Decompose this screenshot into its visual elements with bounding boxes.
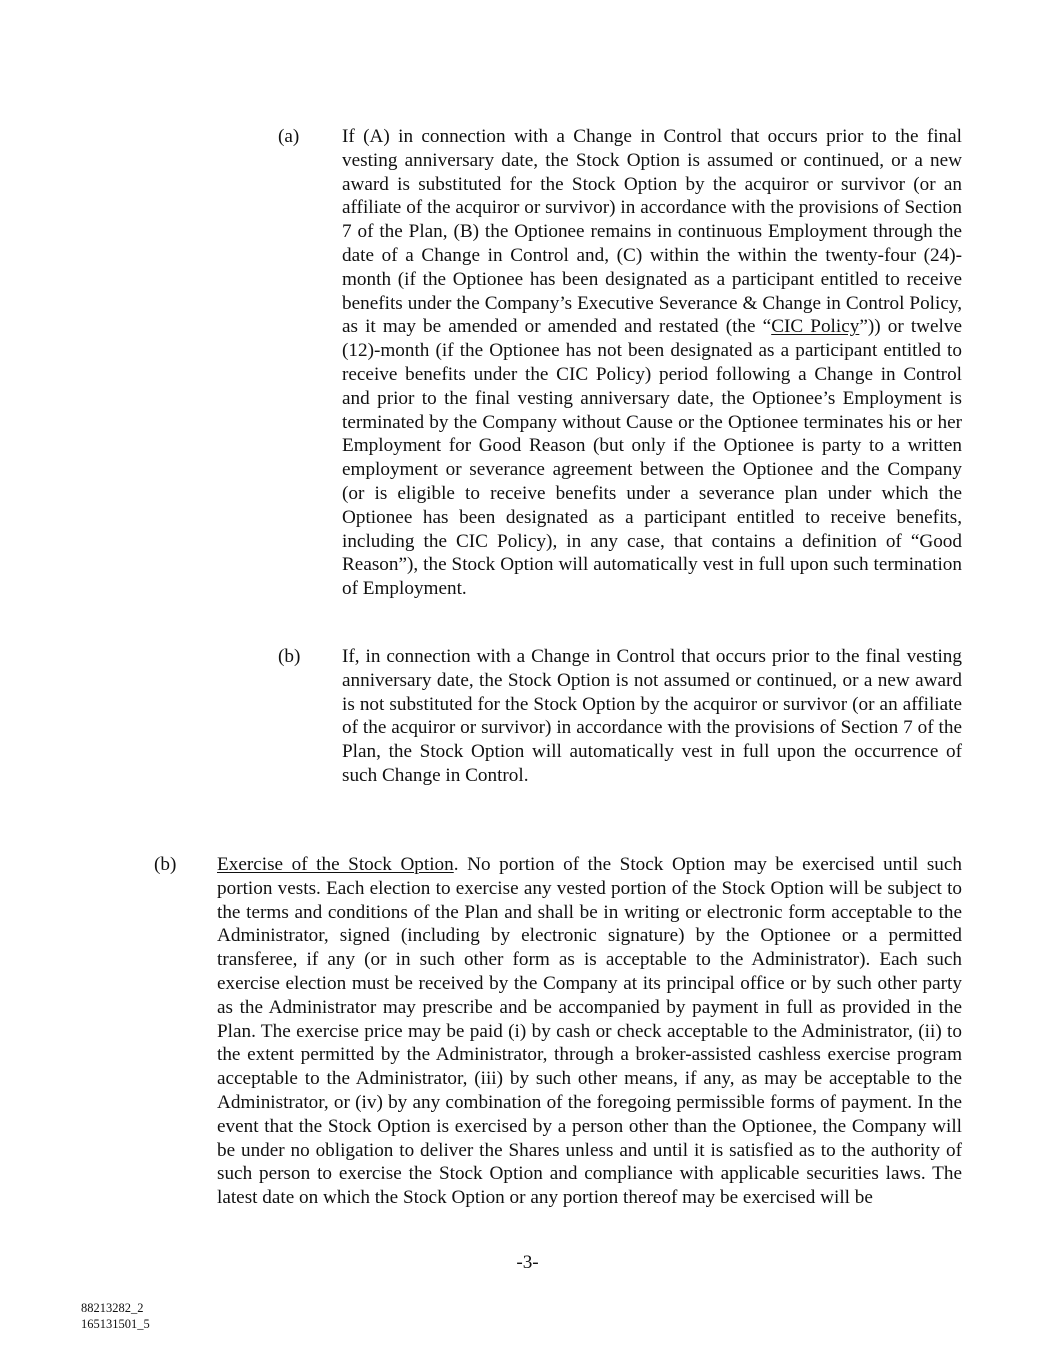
clause-b-text: [217, 853, 962, 1210]
cic-policy-defined-term: CIC Policy: [771, 316, 860, 338]
clause-a-text-part-2: ”)) or twelve (12)-month (if the Optionee has not been designated as a participant entitled to receive benefits under the CIC Policy) period following a Change in Control and prior to the final vesting anniversary date, the Optionee’s Employment is terminated by the Company without Cause or the Optionee terminates his or her Employment for Good Reason (but only if the Optionee is party to a written employment or severance agreement between the Optionee and the Company (or is eligible to receive benefits under a severance plan under which the Optionee has been designated as a participant entitled to receive benefits, including the CIC Policy), in any case, that contains a definition of “Good Reason”), the Stock Option will automatically vest in full upon such termination of Employment.: [342, 316, 962, 600]
clause-b-body: . No portion of the Stock Option may be exercised until such portion vests. Each election to exercise any vested portion of the Stock Option will be subject to the terms and conditions of the Plan and shall be in writing or electronic form acceptable to the Administrator, signed (including by electronic signature) by the Optionee or a permitted transferee, if any (or in such other form as is acceptable to the Administrator). Each such exercise election must be received by the Company at its principal office or by such other party as the Administrator may prescribe and be accompanied by payment in full as provided in the Plan. The exercise price may be paid (i) by cash or check acceptable to the Administrator, (ii) to the extent permitted by the Administrator, through a broker-assisted cashless exercise program acceptable to the Administrator, (iii) by such other means, if any, as may be acceptable to the Administrator, or (iv) by any combination of the foregoing permissible forms of payment. In the event that the Stock Option is exercised by a person other than the Optionee, the Company will be under no obligation to deliver the Shares unless and until it is satisfied as to the authority of such person to exercise the Stock Option and compliance with applicable securities laws. The latest date on which the Stock Option or any portion thereof may be exercised will be: [217, 854, 963, 1209]
document-id-2: 165131501_5: [81, 1317, 150, 1331]
clause-a-text-part-1: If (A) in connection with a Change in Control that occurs prior to the final vesting anniversary date, the Stock Option is assumed or continued, or a new award is substituted for the Stock Option by the acquiror or survivor (or an affiliate of the acquiror or survivor) in accordance with the provisions of Section 7 of the Plan, (B) the Optionee remains in continuous Employment through the date of a Change in Control and, (C) within the within the twenty-four (24)-month (if the Optionee has been designated as a participant entitled to receive benefits under the Company’s Executive Severance & Change in Control Policy, as it may be amended or amended and restated (the “: [342, 126, 962, 338]
page-number: -3-: [516, 1252, 539, 1273]
clause-a-label: (a): [278, 126, 300, 147]
exercise-heading: Exercise of the Stock Option: [217, 854, 454, 875]
clause-a-text: [342, 125, 962, 601]
document-id-1: 88213282_2: [81, 1301, 144, 1315]
clause-b-inner-label: (b): [278, 646, 301, 667]
clause-b-inner-text: If, in connection with a Change in Control that occurs prior to the final vesting anniversary date, the Stock Option is not assumed or continued, or a new award is not substituted for the Stock Option by the acquiror or survivor (or an affiliate of the acquiror or survivor) in accordance with the provisions of Section 7 of the Plan, the Stock Option will automatically vest in full upon the occurrence of such Change in Control.: [342, 646, 962, 786]
clause-b-label: (b): [154, 854, 177, 875]
